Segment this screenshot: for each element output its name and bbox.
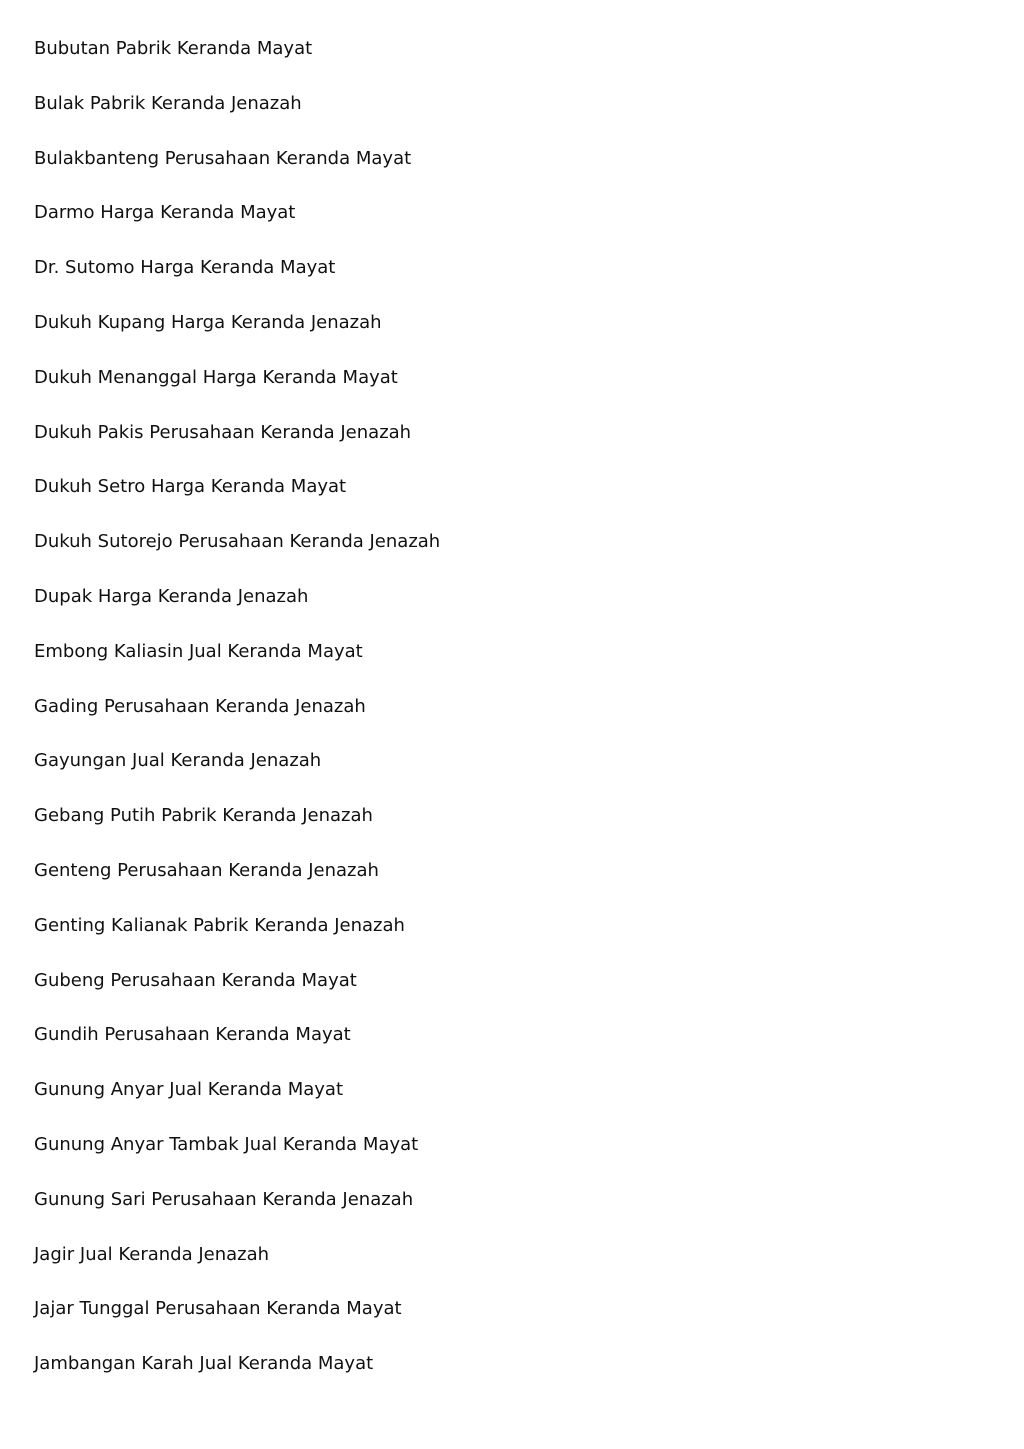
list-item: Gayungan Jual Keranda Jenazah: [34, 750, 322, 772]
list-item: Gunung Sari Perusahaan Keranda Jenazah: [34, 1188, 414, 1210]
list-item: Genteng Perusahaan Keranda Jenazah: [34, 859, 379, 881]
list-item: Darmo Harga Keranda Mayat: [34, 202, 296, 224]
list-item: Dupak Harga Keranda Jenazah: [34, 585, 309, 607]
list-item: Gebang Putih Pabrik Keranda Jenazah: [34, 805, 373, 827]
list-item: Gunung Anyar Tambak Jual Keranda Mayat: [34, 1133, 419, 1155]
list-item: Dr. Sutomo Harga Keranda Mayat: [34, 257, 336, 279]
list-item: Genting Kalianak Pabrik Keranda Jenazah: [34, 914, 405, 936]
list-item: Jajar Tunggal Perusahaan Keranda Mayat: [34, 1298, 402, 1320]
list-item: Dukuh Menanggal Harga Keranda Mayat: [34, 366, 398, 388]
list-item: Gundih Perusahaan Keranda Mayat: [34, 1024, 351, 1046]
list-item: Dukuh Sutorejo Perusahaan Keranda Jenazah: [34, 531, 441, 553]
list-item: Gunung Anyar Jual Keranda Mayat: [34, 1079, 344, 1101]
location-list: [34, 35, 440, 1405]
list-item: Jambangan Karah Jual Keranda Mayat: [34, 1353, 374, 1375]
list-item: Dukuh Setro Harga Keranda Mayat: [34, 476, 347, 498]
list-item: Dukuh Kupang Harga Keranda Jenazah: [34, 311, 382, 333]
list-item: Bubutan Pabrik Keranda Mayat: [34, 38, 313, 59]
list-item: Embong Kaliasin Jual Keranda Mayat: [34, 640, 363, 662]
list-item: Bulakbanteng Perusahaan Keranda Mayat: [34, 147, 412, 169]
list-item: Bulak Pabrik Keranda Jenazah: [34, 92, 302, 114]
list-item: Dukuh Pakis Perusahaan Keranda Jenazah: [34, 421, 412, 443]
list-item: Gading Perusahaan Keranda Jenazah: [34, 695, 366, 717]
list-item: Jagir Jual Keranda Jenazah: [34, 1243, 270, 1265]
list-item: Gubeng Perusahaan Keranda Mayat: [34, 969, 357, 991]
